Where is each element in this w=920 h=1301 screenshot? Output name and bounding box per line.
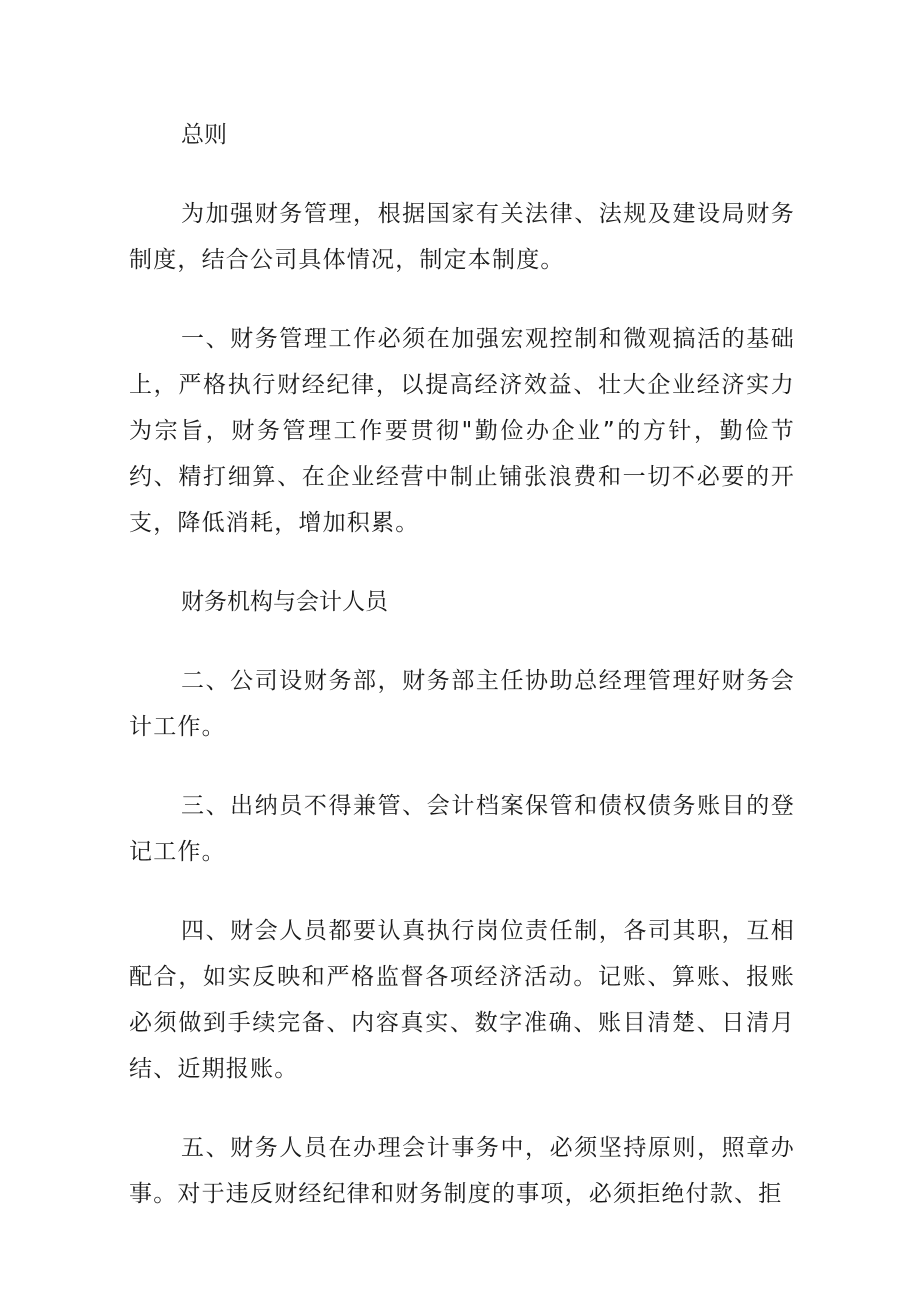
paragraph-article-5: 五、财务人员在办理会计事务中，必须坚持原则，照章办事。对于违反财经纪律和财务制度的事项，必须拒绝付款、拒 [129, 1135, 795, 1207]
paragraph-article-1: 一、财务管理工作必须在加强宏观控制和微观搞活的基础上，严格执行财经纪律，以提高经济效益、壮大企业经济实力为宗旨，财务管理工作要贯彻"勤俭办企业”的方针，勤俭节约、精打细算、在企业经营中制止铺张浪费和一切不必要的开支，降低消耗，增加积累。 [129, 326, 795, 536]
document-body [129, 112, 795, 1217]
paragraph-intro: 为加强财务管理，根据国家有关法律、法规及建设局财务制度，结合公司具体情况，制定本制度。 [129, 201, 795, 273]
paragraph-article-4: 四、财会人员都要认真执行岗位责任制，各司其职，互相配合，如实反映和严格监督各项经济活动。记账、算账、报账必须做到手续完备、内容真实、数字准确、账目清楚、日清月结、近期报账。 [129, 918, 795, 1082]
section-heading-general: 总则 [181, 122, 227, 148]
paragraph-article-2: 二、公司设财务部，财务部主任协助总经理管理好财务会计工作。 [129, 668, 795, 740]
paragraph-article-3: 三、出纳员不得兼管、会计档案保管和债权债务账目的登记工作。 [129, 793, 795, 865]
section-heading-finance-org: 财务机构与会计人员 [181, 589, 388, 615]
